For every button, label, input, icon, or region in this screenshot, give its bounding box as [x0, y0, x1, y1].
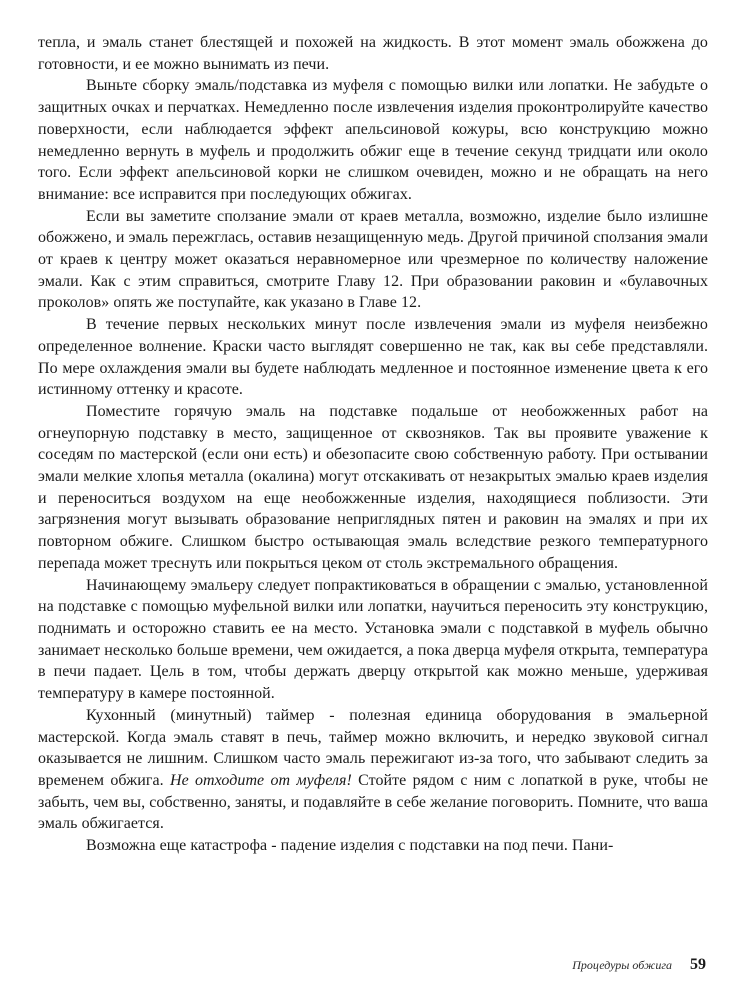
page-body [38, 32, 708, 857]
paragraph-2: Выньте сборку эмаль/подставка из муфеля с помощью вилки или лопатки. Не забудьте о защитных очках и перчатках. Немедленно после извлечения изделия проконтролируйте качество поверхности, если наблюдается эффект апельсиновой кожуры, всю конструкцию можно немедленно вернуть в муфель и продолжить обжиг еще в течение секунд тридцати или около того. Если эффект апельсиновой корки не слишком очевиден, можно и не обращать на него внимание: все исправится при последующих обжигах. [38, 77, 708, 203]
page-number: 59 [690, 956, 706, 973]
paragraph-6: Начинающему эмальеру следует попрактиковаться в обращении с эмалью, установленной на подставке с помощью муфельной вилки или лопатки, научиться переносить эту конструкцию, поднимать и осторожно ставить ее на место. Установка эмали с подставкой в муфель обычно занимает несколько больше времени, чем ожидается, а пока дверца муфеля открыта, температура в печи падает. Цель в том, чтобы держать дверцу открытой как можно меньше, удерживая температуру в камере постоянной. [38, 576, 708, 703]
running-title: Процедуры обжига [572, 958, 672, 972]
page-footer [572, 956, 706, 974]
paragraph-4: В течение первых нескольких минут после извлечения эмали из муфеля неизбежно определенное волнение. Краски часто выглядят совершенно не так, как вы себе представляли. По мере охлаждения эмали вы будете наблюдать медленное и постоянное изменение цвета к его истинному оттенку и красоте. [38, 316, 708, 399]
paragraph-7-text-before: Кухонный (минутный) таймер - полезная единица оборудования в эмальерной мастерской. Когда эмаль ставят в печь, таймер можно включить, и нередко звуковой сигнал оказывается не лишним. Слишком часто эмаль пережигают из-за того, что забывают следить за временем обжига. [38, 706, 708, 789]
paragraph-7-emphasis: Не отходите от муфеля! [169, 771, 352, 789]
paragraph-3: Если вы заметите сползание эмали от краев металла, возможно, изделие было излишне обожжено, и эмаль пережглась, оставив незащищенную медь. Другой причиной сползания эмали от краев к центру может оказаться неравномерное или чрезмерное по количеству наложение эмали. Как с этим справиться, смотрите Главу 12. При образовании раковин и «булавочных проколов» опять же поступайте, как указано в Главе 12. [38, 207, 708, 312]
paragraph-1: тепла, и эмаль станет блестящей и похожей на жидкость. В этот момент эмаль обожжена до готовности, и ее можно вынимать из печи. [38, 34, 708, 73]
paragraph-5: Поместите горячую эмаль на подставке подальше от необожженных работ на огнеупорную подставку в место, защищенное от сквозняков. Так вы проявите уважение к соседям по мастерской (если они есть) и обезопасите свою собственную работу. При остывании эмали мелкие хлопья металла (окалина) могут отскакивать от незакрытых эмалью краев изделия и переноситься воздухом на еще необожженные изделия, находящиеся поблизости. Эти загрязнения могут вызывать образование неприглядных пятен и раковин на эмалях и при их повторном обжиге. Слишком быстро остывающая эмаль вследствие резкого температурного перепада может треснуть или покрыться цеком от столь экстремального обращения. [38, 402, 708, 572]
paragraph-7 [38, 705, 708, 835]
paragraph-7-text-after: Стойте рядом с ним с лопаткой в руке, чтобы не забыть, чем вы, собственно, заняты, и подавляйте в себе желание поговорить. Помните, что ваша эмаль обжигается. [38, 771, 708, 833]
paragraph-8: Возможна еще катастрофа - падение изделия с подставки на под печи. Пани- [86, 837, 614, 855]
